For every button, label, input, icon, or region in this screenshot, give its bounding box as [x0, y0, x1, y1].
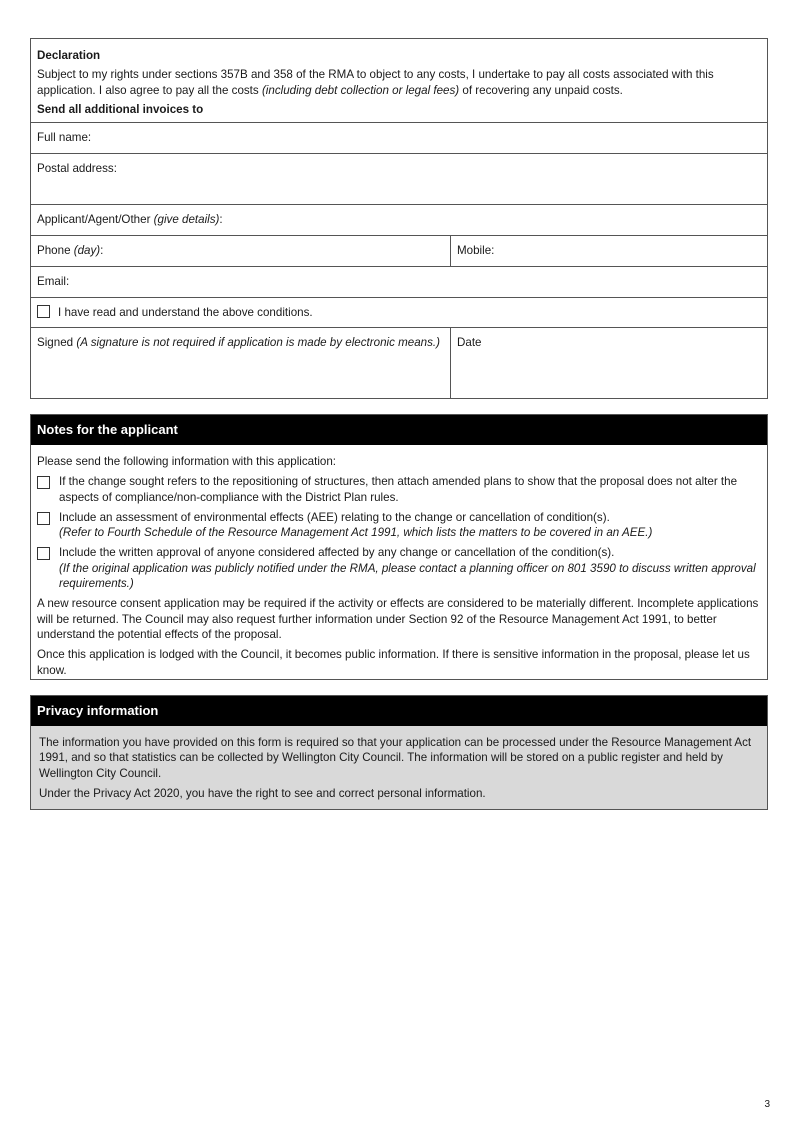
read-conditions-label: I have read and understand the above conditions. [58, 306, 313, 319]
declaration-section [30, 38, 768, 399]
notes-checkbox-2[interactable] [37, 512, 50, 525]
declaration-text: Subject to my rights under sections 357B and 358 of the RMA to object to any costs, I undertake to pay all costs associated with this application. I also agree to pay all the costs (including debt collection or legal fees) of recovering any unpaid costs. [37, 68, 714, 97]
postal-address-field[interactable] [31, 153, 767, 204]
applicant-label: Applicant/Agent/Other (give details): [37, 213, 223, 226]
phone-mobile-row [31, 235, 767, 266]
date-field[interactable]: Date [450, 328, 767, 398]
notes-checkbox-1[interactable] [37, 476, 50, 489]
read-conditions-checkbox[interactable] [37, 305, 50, 318]
full-name-label: Full name: [37, 131, 92, 144]
signature-row [31, 327, 767, 398]
privacy-paragraph-1: The information you have provided on this form is required so that your application can be processed under the Resource Management Act 1991, and so that statistics can be collected by Wellington City Council. The information will be stored on a public register and held by Wellington City Council. [39, 736, 752, 780]
applicant-field[interactable] [31, 204, 767, 235]
notes-title: Notes for the applicant [31, 415, 767, 445]
notes-paragraph-1: A new resource consent application may be required if the activity or effects are considered to be materially different. Incomplete applications will be returned. The Council may also request further information under Section 92 of the Resource Management Act 1991, to better understand the potential effects of the proposal. [37, 597, 759, 641]
list-item: Include an assessment of environmental effects (AEE) relating to the change or cancellation of condition(s). (Refer to Fourth Schedule of the Resource Management Act 1991, which lists the matters to be covered in an AEE.) [37, 510, 761, 541]
phone-field[interactable]: Phone (day): [37, 244, 104, 257]
privacy-paragraph-2: Under the Privacy Act 2020, you have the right to see and correct personal information. [39, 786, 486, 800]
list-item: If the change sought refers to the repositioning of structures, then attach amended plans to show that the proposal does not alter the aspects of compliance/non-compliance with the District Plan rules. [37, 474, 761, 505]
declaration-title: Declaration [37, 49, 101, 62]
mobile-field[interactable]: Mobile: [450, 236, 767, 266]
privacy-section [30, 695, 768, 810]
postal-address-label: Postal address: [37, 162, 117, 175]
conditions-row [31, 297, 767, 327]
notes-paragraph-2: Once this application is lodged with the Council, it becomes public information. If there is sensitive information in the proposal, please let us know. [37, 648, 750, 677]
notes-checkbox-3[interactable] [37, 547, 50, 560]
privacy-title: Privacy information [31, 696, 767, 726]
email-field[interactable] [31, 266, 767, 297]
invoices-heading: Send all additional invoices to [37, 102, 204, 116]
notes-intro: Please send the following information with this application: [37, 455, 337, 468]
full-name-field[interactable] [31, 122, 767, 153]
page-number: 3 [764, 1099, 770, 1110]
email-label: Email: [37, 275, 70, 288]
notes-section [30, 414, 768, 680]
signature-field[interactable]: Signed (A signature is not required if application is made by electronic means.) [37, 336, 440, 349]
list-item: Include the written approval of anyone considered affected by any change or cancellation of the condition(s). (If the original application was publicly notified under the RMA, please contact a planning officer on 801 3590 to discuss written approval requirements.) [37, 545, 761, 591]
declaration-text-block [31, 39, 767, 123]
